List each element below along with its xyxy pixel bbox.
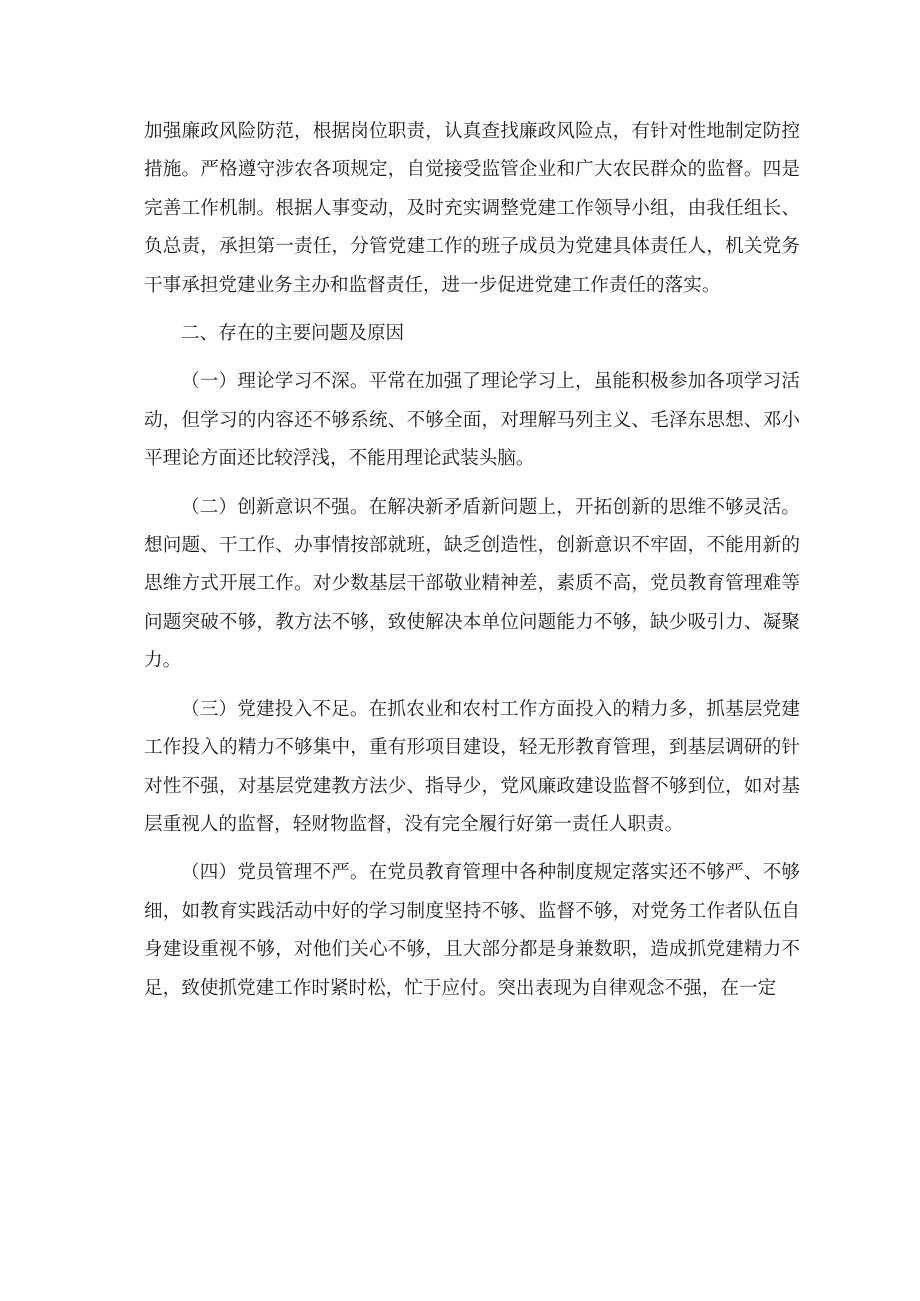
paragraph-item-2: （二）创新意识不强。在解决新矛盾新问题上，开拓创新的思维不够灵活。想问题、干工作、办事情按部就班，缺乏创造性，创新意识不牢固，不能用新的思维方式开展工作。对少数基层干部敬业精神差，素质不高，党员教育管理难等问题突破不够，教方法不够，致使解决本单位问题能力不够，缺少吸引力、凝聚力。 [144,496,800,672]
paragraph-item-1: （一）理论学习不深。平常在加强了理论学习上，虽能积极参加各项学习活动，但学习的内容还不够系统、不够全面，对理解马列主义、毛泽东思想、邓小平理论方面还比较浮浅，不能用理论武装头脑。 [144,371,800,470]
paragraph-item-3: （三）党建投入不足。在抓农业和农村工作方面投入的精力多，抓基层党建工作投入的精力不够集中，重有形项目建设，轻无形教育管理，到基层调研的针对性不强，对基层党建教方法少、指导少，党风廉政建设监督不够到位，如对基层重视人的监督，轻财物监督，没有完全履行好第一责任人职责。 [144,698,800,835]
paragraph-item-4: （四）党员管理不严。在党员教育管理中各种制度规定落实还不够严、不够细，如教育实践活动中好的学习制度坚持不够、监督不够，对党务工作者队伍自身建设重视不够，对他们关心不够，且大部分都是身兼数职，造成抓党建精力不足，致使抓党建工作时紧时松，忙于应付。突出表现为自律观念不强，在一定 [144,862,800,999]
paragraph-continuation: 加强廉政风险防范，根据岗位职责，认真查找廉政风险点，有针对性地制定防控措施。严格遵守涉农各项规定，自觉接受监管企业和广大农民群众的监督。四是完善工作机制。根据人事变动，及时充实调整党建工作领导小组，由我任组长、负总责，承担第一责任，分管党建工作的班子成员为党建具体责任人，机关党务干事承担党建业务主办和监督责任，进一步促进党建工作责任的落实。 [144,121,800,296]
section-heading: 二、存在的主要问题及原因 [181,323,405,345]
document-body [144,113,800,1018]
